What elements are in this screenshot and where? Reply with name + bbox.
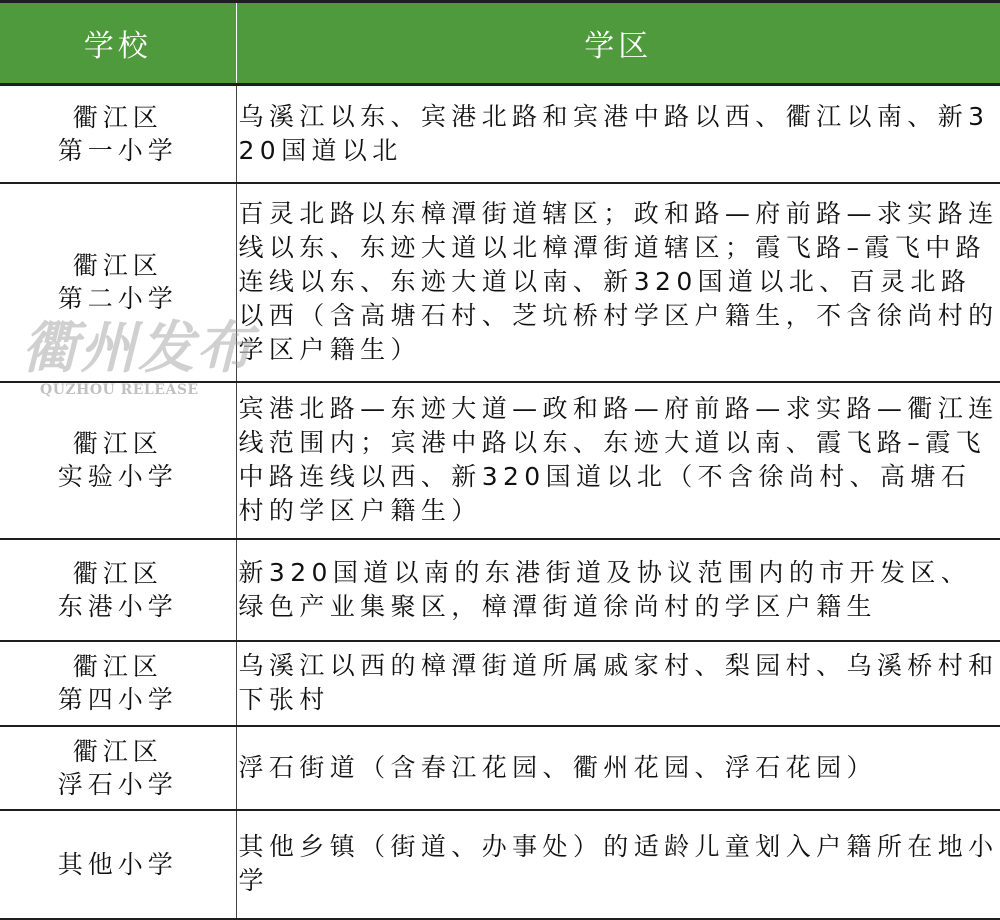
district-cell: 宾港北路—东迹大道—政和路—府前路—求实路—衢江连线范围内；宾港中路以东、东迹大道以南、霞飞路–霞飞中路连线以西、新320国道以北（不含徐尚村、高塘石村的学区户籍生） bbox=[236, 382, 1000, 539]
school-name-line: 衢江区 bbox=[72, 652, 163, 681]
school-name-line: 衢江区 bbox=[72, 736, 163, 766]
school-cell bbox=[0, 539, 236, 641]
district-cell: 新320国道以南的东港街道及协议范围内的市开发区、绿色产业集聚区，樟潭街道徐尚村的学区户籍生 bbox=[236, 539, 1000, 641]
school-cell bbox=[0, 641, 236, 726]
table-row bbox=[0, 183, 1000, 382]
watermark-subtitle: QUZHOU RELEASE bbox=[40, 382, 199, 398]
school-name-line: 第四小学 bbox=[57, 685, 178, 714]
school-name-line: 其他小学 bbox=[57, 849, 178, 879]
district-cell: 乌溪江以西的樟潭街道所属戚家村、梨园村、乌溪桥村和下张村 bbox=[236, 641, 1000, 726]
school-cell bbox=[0, 183, 236, 382]
school-name-line: 衢江区 bbox=[72, 251, 163, 280]
header-district: 学区 bbox=[236, 2, 1000, 85]
table-row bbox=[0, 726, 1000, 810]
district-cell: 其他乡镇（街道、办事处）的适龄儿童划入户籍所在地小学 bbox=[236, 810, 1000, 919]
school-cell bbox=[0, 726, 236, 810]
school-name-line: 衢江区 bbox=[72, 429, 163, 458]
district-cell: 乌溪江以东、宾港北路和宾港中路以西、衢江以南、新320国道以北 bbox=[236, 85, 1000, 183]
school-name-line: 第二小学 bbox=[57, 284, 178, 313]
school-name-line: 衢江区 bbox=[72, 102, 163, 132]
district-cell: 浮石街道（含春江花园、衢州花园、浮石花园） bbox=[236, 726, 1000, 810]
table-row bbox=[0, 641, 1000, 726]
table-row bbox=[0, 382, 1000, 539]
header-school: 学校 bbox=[0, 2, 236, 85]
header-row bbox=[0, 2, 1000, 85]
watermark-logo-text: 衢州发布 bbox=[22, 315, 254, 381]
table-row bbox=[0, 85, 1000, 183]
school-cell bbox=[0, 382, 236, 539]
district-cell: 百灵北路以东樟潭街道辖区；政和路—府前路—求实路连线以东、东迹大道以北樟潭街道辖区；霞飞路–霞飞中路连线以东、东迹大道以南、新320国道以北、百灵北路以西（含高塘石村、芝坑桥村学区户籍生，不含徐尚村的学区户籍生） bbox=[236, 183, 1000, 382]
school-name-line: 浮石小学 bbox=[57, 769, 178, 799]
table-row bbox=[0, 810, 1000, 919]
table-row bbox=[0, 539, 1000, 641]
school-name-line: 第一小学 bbox=[57, 135, 178, 165]
school-name-line: 衢江区 bbox=[72, 558, 163, 588]
school-name-line: 实验小学 bbox=[57, 462, 178, 491]
school-cell bbox=[0, 810, 236, 919]
school-name-line: 东港小学 bbox=[57, 591, 178, 621]
school-cell bbox=[0, 85, 236, 183]
